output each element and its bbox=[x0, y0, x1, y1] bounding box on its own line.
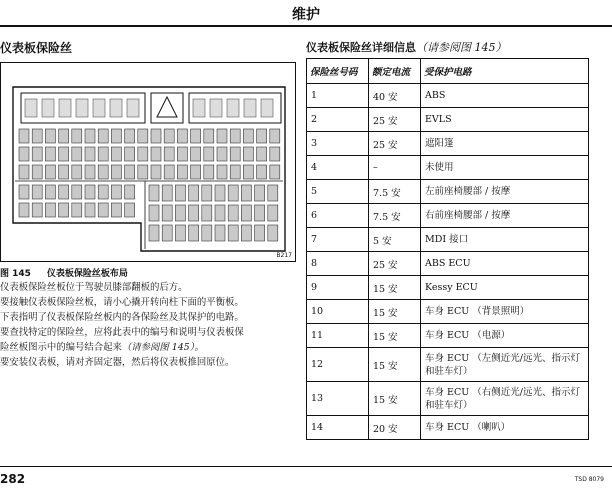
relay-slot bbox=[127, 99, 139, 117]
fuse-slot bbox=[228, 225, 238, 241]
header-fuse-number: 保险丝号码 bbox=[307, 59, 369, 84]
protected-circuit: 车身 ECU （喇叭） bbox=[421, 416, 589, 440]
fuse-slot bbox=[19, 129, 29, 143]
paragraph-line: 要接触仪表板保险丝板，请小心撬开转向柱下面的平衡板。 bbox=[0, 297, 244, 308]
fuse-slot bbox=[149, 185, 159, 201]
fuse-slot bbox=[215, 225, 225, 241]
fuse-slot bbox=[45, 185, 55, 199]
fuse-slot bbox=[162, 185, 172, 201]
table-row bbox=[307, 228, 589, 252]
fuse-slot bbox=[45, 147, 55, 161]
left-section-title: 仪表板保险丝 bbox=[0, 41, 73, 55]
fuse-slot bbox=[32, 129, 42, 143]
paragraph-line: 险丝板图示中的编号结合起来（请参阅图 145）。 bbox=[0, 342, 204, 353]
fuse-slot bbox=[257, 165, 267, 179]
fuse-slot bbox=[255, 205, 265, 221]
fuse-slot bbox=[85, 185, 95, 199]
fuse-slot bbox=[257, 147, 267, 161]
fuse-rating: 15 安 bbox=[369, 276, 421, 300]
fuse-number: 11 bbox=[307, 324, 369, 348]
relay-slot bbox=[193, 99, 205, 117]
fuse-number: 2 bbox=[307, 108, 369, 132]
fuse-slot bbox=[177, 165, 187, 179]
fuse-slot bbox=[241, 185, 251, 201]
header-rating: 额定电流 bbox=[369, 59, 421, 84]
fuse-number: 5 bbox=[307, 180, 369, 204]
fuse-slot bbox=[85, 147, 95, 161]
table-row bbox=[307, 252, 589, 276]
fuse-number: 7 bbox=[307, 228, 369, 252]
fuse-number: 10 bbox=[307, 300, 369, 324]
fuse-slot bbox=[202, 225, 212, 241]
fuse-slot bbox=[191, 147, 201, 161]
fuse-number: 3 bbox=[307, 132, 369, 156]
relay-slot bbox=[110, 99, 122, 117]
fuse-box-figure bbox=[0, 62, 296, 262]
fuse-slot bbox=[257, 129, 267, 143]
relay-slot bbox=[76, 99, 88, 117]
page-number: 282 bbox=[0, 472, 26, 486]
protected-circuit: EVLS bbox=[421, 108, 589, 132]
fuse-slot bbox=[149, 205, 159, 221]
fuse-slot bbox=[32, 165, 42, 179]
table-row bbox=[307, 300, 589, 324]
fuse-slot bbox=[151, 147, 161, 161]
fuse-slot bbox=[138, 129, 148, 143]
fuse-slot bbox=[59, 203, 69, 217]
protected-circuit: MDI 接口 bbox=[421, 228, 589, 252]
caption-title: 仪表板保险丝板布局 bbox=[46, 269, 128, 279]
figure-code: B217 bbox=[276, 252, 292, 259]
fuse-slot bbox=[230, 129, 240, 143]
fuse-slot bbox=[19, 185, 29, 199]
fuse-details-table bbox=[306, 58, 589, 440]
fuse-slot bbox=[111, 185, 121, 199]
fuse-slot bbox=[59, 165, 69, 179]
right-section-title bbox=[306, 39, 507, 55]
fuse-slot bbox=[191, 165, 201, 179]
fuse-rating: 7.5 安 bbox=[369, 180, 421, 204]
header-circuit: 受保护电路 bbox=[421, 59, 589, 84]
protected-circuit: ABS bbox=[421, 84, 589, 108]
fuse-number: 13 bbox=[307, 382, 369, 416]
paragraph-line: 仪表板保险丝板位于驾驶员膝部翻板的后方。 bbox=[0, 282, 188, 293]
table-header-row bbox=[307, 59, 589, 84]
fuse-slot bbox=[241, 225, 251, 241]
relay-slot bbox=[244, 99, 256, 117]
document-code: TSD 8079 bbox=[574, 476, 604, 483]
footer-rule bbox=[0, 466, 612, 467]
right-section-title-ref: （请参阅图 145） bbox=[416, 41, 507, 54]
paragraph-line: 下表指明了仪表板保险丝板内的各保险丝及其保护的电路。 bbox=[0, 312, 244, 323]
page-header-title: 维护 bbox=[292, 7, 320, 23]
fuse-slot bbox=[268, 185, 278, 201]
fuse-slot bbox=[59, 147, 69, 161]
fuse-slot bbox=[32, 203, 42, 217]
fuse-slot bbox=[98, 129, 108, 143]
fuse-slot bbox=[138, 165, 148, 179]
fuse-slot bbox=[189, 205, 199, 221]
table-row bbox=[307, 84, 589, 108]
fuse-slot bbox=[111, 147, 121, 161]
fuse-slot bbox=[85, 203, 95, 217]
fuse-slot bbox=[177, 129, 187, 143]
paragraph-line: 要安装仪表板，请对齐固定器，然后将仪表板推回原位。 bbox=[0, 357, 235, 368]
fuse-slot bbox=[98, 185, 108, 199]
fuse-slot bbox=[125, 147, 135, 161]
fuse-slot bbox=[138, 147, 148, 161]
fuse-slot bbox=[125, 165, 135, 179]
table-row bbox=[307, 156, 589, 180]
fuse-slot bbox=[149, 225, 159, 241]
fuse-slot bbox=[175, 205, 185, 221]
fuse-slot bbox=[19, 165, 29, 179]
fuse-slot bbox=[72, 147, 82, 161]
relay-slot bbox=[93, 99, 105, 117]
protected-circuit: 未使用 bbox=[421, 156, 589, 180]
fuse-slot bbox=[45, 165, 55, 179]
fuse-slot bbox=[202, 185, 212, 201]
paragraph-line: 要查找特定的保险丝，应将此表中的编号和说明与仪表板保 bbox=[0, 327, 244, 338]
fuse-slot bbox=[85, 165, 95, 179]
protected-circuit: 车身 ECU （左侧近光/远光、指示灯和驻车灯） bbox=[421, 348, 589, 382]
fuse-slot bbox=[268, 205, 278, 221]
relay-slot bbox=[25, 99, 37, 117]
table-row bbox=[307, 108, 589, 132]
fuse-slot bbox=[228, 185, 238, 201]
fuse-slot bbox=[243, 165, 253, 179]
fuse-slot bbox=[175, 225, 185, 241]
relay-slot bbox=[59, 99, 71, 117]
fuse-slot bbox=[85, 129, 95, 143]
fuse-rating: 25 安 bbox=[369, 252, 421, 276]
fuse-slot bbox=[204, 165, 214, 179]
fuse-slot bbox=[189, 225, 199, 241]
fuse-rating: 25 安 bbox=[369, 108, 421, 132]
protected-circuit: 车身 ECU （右侧近光/远光、指示灯和驻车灯） bbox=[421, 382, 589, 416]
fuse-slot bbox=[204, 147, 214, 161]
table-row bbox=[307, 348, 589, 382]
fuse-slot bbox=[111, 203, 121, 217]
fuse-number: 6 bbox=[307, 204, 369, 228]
fuse-slot bbox=[270, 129, 280, 143]
fuse-rating: 15 安 bbox=[369, 324, 421, 348]
fuse-slot bbox=[151, 165, 161, 179]
relay-slot bbox=[227, 99, 239, 117]
fuse-rating: 40 安 bbox=[369, 84, 421, 108]
fuse-slot bbox=[72, 129, 82, 143]
fuse-slot bbox=[191, 129, 201, 143]
caption-number: 图 145 bbox=[0, 269, 31, 279]
fuse-rating: – bbox=[369, 156, 421, 180]
protected-circuit: 遮阳篷 bbox=[421, 132, 589, 156]
fuse-slot bbox=[162, 225, 172, 241]
fuse-number: 14 bbox=[307, 416, 369, 440]
fuse-slot bbox=[164, 147, 174, 161]
fuse-slot bbox=[125, 185, 135, 199]
fuse-box-diagram bbox=[1, 63, 297, 263]
fuse-rating: 15 安 bbox=[369, 348, 421, 382]
fuse-slot bbox=[230, 147, 240, 161]
fuse-slot bbox=[270, 147, 280, 161]
protected-circuit: 车身 ECU （背景照明） bbox=[421, 300, 589, 324]
fuse-slot bbox=[125, 203, 135, 217]
table-row bbox=[307, 416, 589, 440]
fuse-slot bbox=[59, 185, 69, 199]
fuse-slot bbox=[228, 205, 238, 221]
fuse-slot bbox=[217, 147, 227, 161]
fuse-slot bbox=[177, 147, 187, 161]
fuse-rating: 15 安 bbox=[369, 382, 421, 416]
table-row bbox=[307, 324, 589, 348]
fuse-slot bbox=[72, 185, 82, 199]
fuse-slot bbox=[202, 205, 212, 221]
table-row bbox=[307, 276, 589, 300]
header-rule bbox=[0, 25, 612, 27]
fuse-slot bbox=[164, 165, 174, 179]
fuse-number: 4 bbox=[307, 156, 369, 180]
fuse-slot bbox=[268, 225, 278, 241]
relay-slot bbox=[261, 99, 273, 117]
protected-circuit: 左前座椅腰部 / 按摩 bbox=[421, 180, 589, 204]
fuse-slot bbox=[243, 147, 253, 161]
fuse-number: 9 bbox=[307, 276, 369, 300]
protected-circuit: Kessy ECU bbox=[421, 276, 589, 300]
table-row bbox=[307, 180, 589, 204]
fuse-slot bbox=[32, 147, 42, 161]
fuse-slot bbox=[255, 225, 265, 241]
fuse-slot bbox=[175, 185, 185, 201]
fuse-slot bbox=[215, 205, 225, 221]
fuse-slot bbox=[189, 185, 199, 201]
fuse-number: 12 bbox=[307, 348, 369, 382]
fuse-slot bbox=[125, 129, 135, 143]
fuse-slot bbox=[241, 205, 251, 221]
fuse-number: 8 bbox=[307, 252, 369, 276]
fuse-slot bbox=[98, 165, 108, 179]
fuse-slot bbox=[19, 203, 29, 217]
right-section-title-text: 仪表板保险丝详细信息 bbox=[306, 41, 416, 54]
protected-circuit: 车身 ECU （电源） bbox=[421, 324, 589, 348]
fuse-number: 1 bbox=[307, 84, 369, 108]
table-row bbox=[307, 204, 589, 228]
fuse-rating: 20 安 bbox=[369, 416, 421, 440]
fuse-rating: 15 安 bbox=[369, 300, 421, 324]
fuse-slot bbox=[45, 129, 55, 143]
fuse-slot bbox=[217, 129, 227, 143]
fuse-slot bbox=[72, 165, 82, 179]
relay-slot bbox=[210, 99, 222, 117]
fuse-rating: 7.5 安 bbox=[369, 204, 421, 228]
fuse-rating: 5 安 bbox=[369, 228, 421, 252]
fuse-slot bbox=[19, 147, 29, 161]
fuse-slot bbox=[72, 203, 82, 217]
fuse-slot bbox=[111, 129, 121, 143]
fuse-slot bbox=[204, 129, 214, 143]
fuse-rating: 25 安 bbox=[369, 132, 421, 156]
fuse-slot bbox=[98, 147, 108, 161]
table-row bbox=[307, 382, 589, 416]
fuse-slot bbox=[217, 165, 227, 179]
fuse-slot bbox=[59, 129, 69, 143]
fuse-slot bbox=[151, 129, 161, 143]
protected-circuit: ABS ECU bbox=[421, 252, 589, 276]
fuse-slot bbox=[215, 185, 225, 201]
figure-caption bbox=[0, 266, 128, 279]
fuse-slot bbox=[255, 185, 265, 201]
fuse-slot bbox=[243, 129, 253, 143]
table-row bbox=[307, 132, 589, 156]
fuse-slot bbox=[111, 165, 121, 179]
fuse-slot bbox=[98, 203, 108, 217]
fuse-slot bbox=[164, 129, 174, 143]
fuse-slot bbox=[162, 205, 172, 221]
relay-slot bbox=[42, 99, 54, 117]
protected-circuit: 右前座椅腰部 / 按摩 bbox=[421, 204, 589, 228]
fuse-slot bbox=[45, 203, 55, 217]
fuse-slot bbox=[32, 185, 42, 199]
fuse-slot bbox=[230, 165, 240, 179]
fuse-slot bbox=[270, 165, 280, 179]
